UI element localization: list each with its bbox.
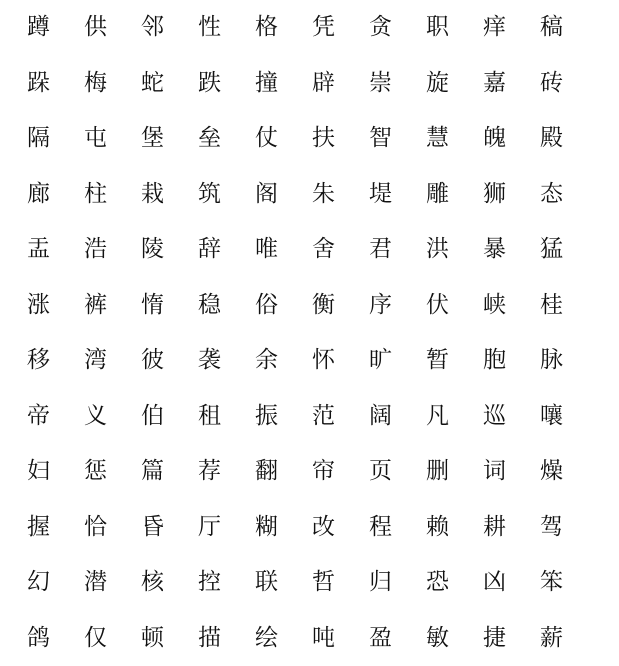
character-cell: 帘 [295, 444, 352, 500]
character-cell: 仅 [67, 611, 124, 666]
character-cell: 隔 [10, 111, 67, 167]
character-cell: 恰 [67, 500, 124, 556]
character-cell: 慧 [409, 111, 466, 167]
character-cell: 嚷 [523, 389, 580, 445]
character-cell: 潜 [67, 555, 124, 611]
character-cell: 核 [124, 555, 181, 611]
character-cell: 朱 [295, 167, 352, 223]
character-cell: 耕 [466, 500, 523, 556]
character-cell: 鸽 [10, 611, 67, 666]
character-cell: 删 [409, 444, 466, 500]
character-cell: 唯 [238, 222, 295, 278]
character-cell: 握 [10, 500, 67, 556]
character-cell: 仗 [238, 111, 295, 167]
character-cell: 贪 [352, 0, 409, 56]
character-cell: 性 [181, 0, 238, 56]
character-cell: 浩 [67, 222, 124, 278]
character-cell: 砖 [523, 56, 580, 112]
character-cell: 绘 [238, 611, 295, 666]
character-cell: 洪 [409, 222, 466, 278]
character-cell: 翻 [238, 444, 295, 500]
character-cell: 捷 [466, 611, 523, 666]
character-cell: 义 [67, 389, 124, 445]
character-cell: 恐 [409, 555, 466, 611]
character-cell: 廊 [10, 167, 67, 223]
character-cell: 范 [295, 389, 352, 445]
character-cell: 怀 [295, 333, 352, 389]
character-cell: 智 [352, 111, 409, 167]
character-cell: 君 [352, 222, 409, 278]
character-cell: 伯 [124, 389, 181, 445]
character-grid [10, 0, 610, 659]
character-cell: 袭 [181, 333, 238, 389]
character-cell: 驾 [523, 500, 580, 556]
character-cell: 猛 [523, 222, 580, 278]
character-cell: 裤 [67, 278, 124, 334]
character-cell: 控 [181, 555, 238, 611]
character-cell: 痒 [466, 0, 523, 56]
character-cell: 余 [238, 333, 295, 389]
character-cell: 堤 [352, 167, 409, 223]
character-cell: 篇 [124, 444, 181, 500]
character-cell: 盂 [10, 222, 67, 278]
character-cell: 格 [238, 0, 295, 56]
character-cell: 跌 [181, 56, 238, 112]
character-cell: 厅 [181, 500, 238, 556]
character-cell: 归 [352, 555, 409, 611]
character-cell: 词 [466, 444, 523, 500]
character-cell: 伏 [409, 278, 466, 334]
character-cell: 稳 [181, 278, 238, 334]
character-cell: 撞 [238, 56, 295, 112]
character-cell: 帝 [10, 389, 67, 445]
character-cell: 嘉 [466, 56, 523, 112]
character-cell: 魄 [466, 111, 523, 167]
character-cell: 稿 [523, 0, 580, 56]
character-cell: 暴 [466, 222, 523, 278]
character-cell: 盈 [352, 611, 409, 666]
character-cell: 旋 [409, 56, 466, 112]
character-cell: 筑 [181, 167, 238, 223]
character-cell: 垒 [181, 111, 238, 167]
character-cell: 巡 [466, 389, 523, 445]
character-cell: 凭 [295, 0, 352, 56]
character-cell: 湾 [67, 333, 124, 389]
character-cell: 笨 [523, 555, 580, 611]
character-cell: 改 [295, 500, 352, 556]
character-cell: 辞 [181, 222, 238, 278]
character-cell: 跺 [10, 56, 67, 112]
character-cell: 暂 [409, 333, 466, 389]
character-cell: 惰 [124, 278, 181, 334]
character-cell: 页 [352, 444, 409, 500]
character-cell: 程 [352, 500, 409, 556]
character-cell: 崇 [352, 56, 409, 112]
character-cell: 租 [181, 389, 238, 445]
character-cell: 桂 [523, 278, 580, 334]
character-cell: 邻 [124, 0, 181, 56]
character-cell: 哲 [295, 555, 352, 611]
character-cell: 栽 [124, 167, 181, 223]
character-cell: 吨 [295, 611, 352, 666]
character-cell: 蛇 [124, 56, 181, 112]
character-cell: 描 [181, 611, 238, 666]
character-cell: 阔 [352, 389, 409, 445]
character-cell: 荐 [181, 444, 238, 500]
character-cell: 惩 [67, 444, 124, 500]
character-cell: 移 [10, 333, 67, 389]
character-cell: 职 [409, 0, 466, 56]
character-cell: 凶 [466, 555, 523, 611]
character-cell: 赖 [409, 500, 466, 556]
character-cell: 糊 [238, 500, 295, 556]
character-cell: 梅 [67, 56, 124, 112]
character-cell: 联 [238, 555, 295, 611]
character-cell: 供 [67, 0, 124, 56]
character-cell: 俗 [238, 278, 295, 334]
character-cell: 蹲 [10, 0, 67, 56]
character-cell: 舍 [295, 222, 352, 278]
character-cell: 序 [352, 278, 409, 334]
character-cell: 狮 [466, 167, 523, 223]
character-cell: 堡 [124, 111, 181, 167]
character-cell: 脉 [523, 333, 580, 389]
character-cell: 燥 [523, 444, 580, 500]
character-cell: 敏 [409, 611, 466, 666]
character-cell: 昏 [124, 500, 181, 556]
character-cell: 殿 [523, 111, 580, 167]
character-cell: 胞 [466, 333, 523, 389]
character-cell: 顿 [124, 611, 181, 666]
character-cell: 屯 [67, 111, 124, 167]
character-cell: 振 [238, 389, 295, 445]
character-cell: 扶 [295, 111, 352, 167]
character-cell: 辟 [295, 56, 352, 112]
character-cell: 陵 [124, 222, 181, 278]
character-cell: 凡 [409, 389, 466, 445]
character-cell: 峡 [466, 278, 523, 334]
character-cell: 幻 [10, 555, 67, 611]
character-cell: 薪 [523, 611, 580, 666]
character-cell: 涨 [10, 278, 67, 334]
character-cell: 雕 [409, 167, 466, 223]
character-cell: 旷 [352, 333, 409, 389]
character-cell: 阁 [238, 167, 295, 223]
character-cell: 妇 [10, 444, 67, 500]
character-cell: 彼 [124, 333, 181, 389]
character-cell: 衡 [295, 278, 352, 334]
character-cell: 态 [523, 167, 580, 223]
character-cell: 柱 [67, 167, 124, 223]
